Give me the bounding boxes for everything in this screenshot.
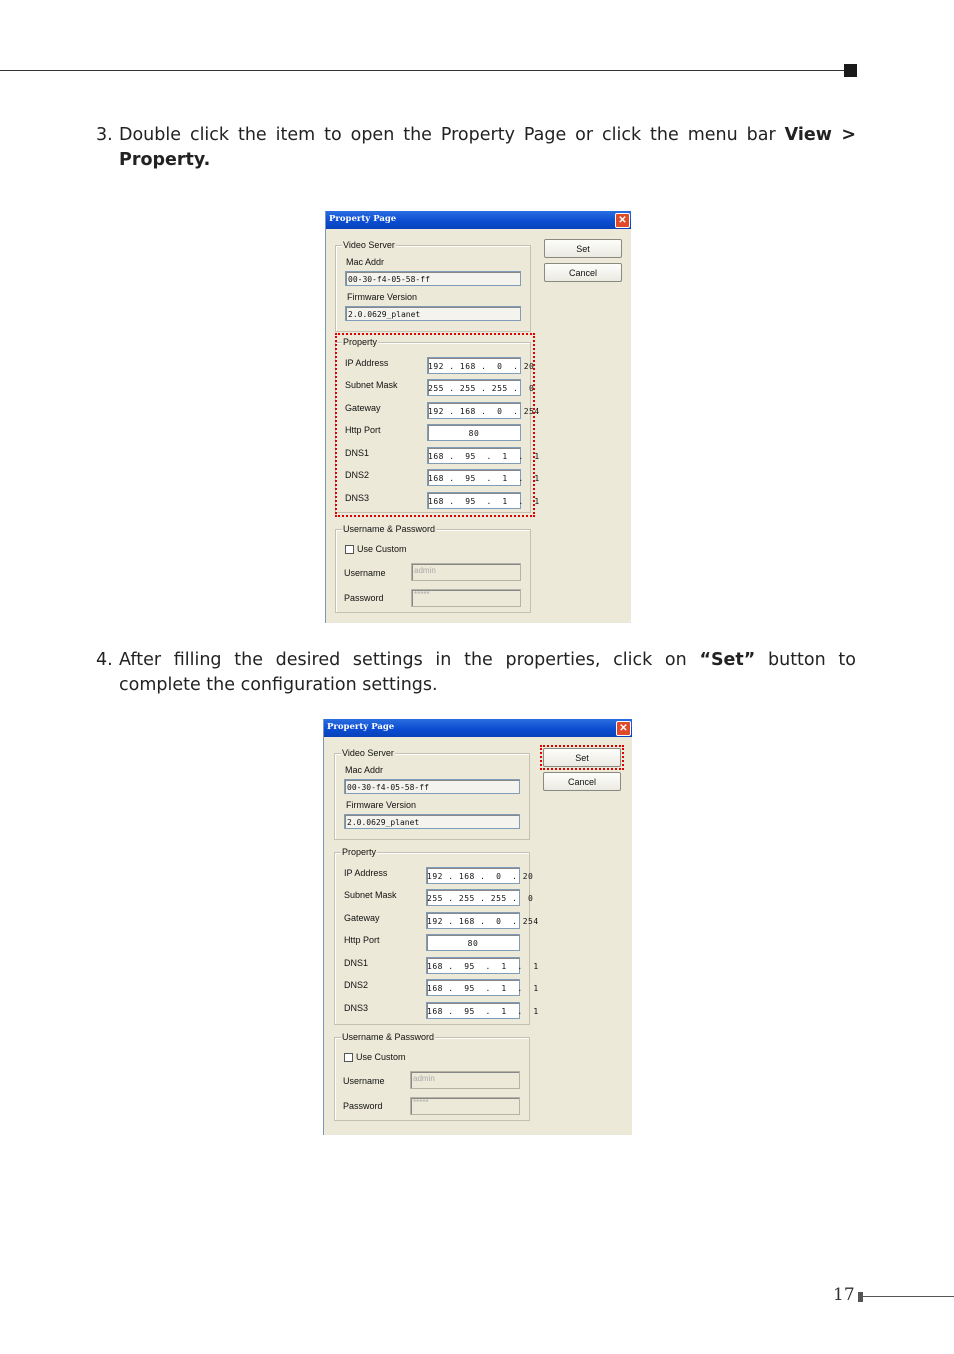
password-field[interactable]: ***** (411, 589, 521, 607)
firmware-field[interactable]: 2.0.0629_planet (344, 814, 520, 829)
http-port-label: Http Port (344, 935, 380, 945)
use-custom-label: Use Custom (357, 544, 407, 554)
step-4 (96, 648, 856, 698)
dns1-label: DNS1 (344, 958, 369, 968)
username-label: Username (343, 1076, 385, 1086)
set-button[interactable]: Set (544, 239, 622, 258)
dns1-label: DNS1 (345, 448, 370, 458)
dns2-field[interactable]: 168 . 95 . 1 . 1 (426, 979, 520, 996)
group-legend: Property (342, 847, 377, 857)
page-number-rule (863, 1296, 954, 1297)
ip-label: IP Address (344, 868, 388, 878)
close-icon[interactable]: ✕ (616, 721, 631, 736)
group-legend: Video Server (342, 748, 394, 758)
password-label: Password (344, 593, 384, 603)
cancel-button[interactable]: Cancel (544, 263, 622, 282)
property-group (334, 847, 539, 1025)
mask-field[interactable]: 255 . 255 . 255 . 0 (427, 379, 521, 396)
use-custom-label: Use Custom (356, 1052, 406, 1062)
gateway-field[interactable]: 192 . 168 . 0 . 254 (426, 912, 520, 929)
mac-field[interactable]: 00-30-f4-05-58-ff (345, 271, 521, 286)
page-number: 17 (833, 1285, 855, 1305)
dns2-label: DNS2 (344, 980, 369, 990)
use-custom-checkbox[interactable] (344, 1053, 353, 1062)
password-field[interactable]: ***** (410, 1097, 520, 1115)
dns2-field[interactable]: 168 . 95 . 1 . 1 (427, 469, 521, 486)
dialog-titlebar (324, 719, 632, 737)
firmware-label: Firmware Version (346, 800, 417, 810)
ip-field[interactable]: 192 . 168 . 0 . 20 (427, 357, 521, 374)
credentials-group (334, 1032, 530, 1121)
gateway-label: Gateway (344, 913, 380, 923)
dns1-field[interactable]: 168 . 95 . 1 . 1 (427, 447, 521, 464)
set-reference: “Set” (699, 650, 756, 670)
menu-view: View > (784, 125, 856, 145)
dns3-field[interactable]: 168 . 95 . 1 . 1 (427, 492, 521, 509)
use-custom-checkbox[interactable] (345, 545, 354, 554)
property-page-dialog (323, 719, 632, 1135)
video-server-group (334, 748, 530, 840)
firmware-field[interactable]: 2.0.0629_planet (345, 306, 521, 321)
ip-field[interactable]: 192 . 168 . 0 . 20 (426, 867, 520, 884)
group-legend: Username & Password (343, 524, 436, 534)
mac-field[interactable]: 00-30-f4-05-58-ff (344, 779, 520, 794)
top-rule (0, 70, 848, 71)
dialog-titlebar (326, 211, 631, 229)
step-text: Double click the item to open the Property Page or click the menu bar View > Property. (119, 125, 856, 170)
group-legend: Video Server (343, 240, 395, 250)
http-port-field[interactable]: 80 (426, 934, 520, 951)
close-icon[interactable]: ✕ (615, 213, 630, 228)
dns1-field[interactable]: 168 . 95 . 1 . 1 (426, 957, 520, 974)
credentials-group (335, 524, 531, 613)
mask-label: Subnet Mask (345, 380, 398, 390)
mac-label: Mac Addr (346, 257, 385, 267)
ip-label: IP Address (345, 358, 389, 368)
http-port-field[interactable]: 80 (427, 424, 521, 441)
group-legend: Property (343, 337, 378, 347)
dns3-label: DNS3 (345, 493, 370, 503)
gateway-label: Gateway (345, 403, 381, 413)
dns3-label: DNS3 (344, 1003, 369, 1013)
set-button[interactable]: Set (543, 748, 621, 767)
mask-label: Subnet Mask (344, 890, 397, 900)
gateway-field[interactable]: 192 . 168 . 0 . 254 (427, 402, 521, 419)
cancel-button[interactable]: Cancel (543, 772, 621, 791)
username-field[interactable]: admin (410, 1071, 520, 1089)
step-number: 4. (96, 650, 113, 670)
video-server-group (335, 240, 531, 332)
firmware-label: Firmware Version (347, 292, 418, 302)
top-square-marker (844, 64, 857, 77)
dialog-title: Property Page (327, 722, 395, 732)
menu-property: Property. (119, 150, 211, 170)
mac-label: Mac Addr (345, 765, 384, 775)
property-group (335, 337, 540, 513)
step-text: After filling the desired settings in the properties, click on “Set” button to complete the configuration settings. (119, 650, 856, 695)
group-legend: Username & Password (342, 1032, 435, 1042)
dialog-title: Property Page (329, 214, 397, 224)
dns3-field[interactable]: 168 . 95 . 1 . 1 (426, 1002, 520, 1019)
step-3 (96, 123, 856, 173)
http-port-label: Http Port (345, 425, 381, 435)
dns2-label: DNS2 (345, 470, 370, 480)
password-label: Password (343, 1101, 383, 1111)
property-page-dialog (325, 211, 631, 623)
username-field[interactable]: admin (411, 563, 521, 581)
page-number-marker (858, 1292, 863, 1302)
step-number: 3. (96, 125, 113, 145)
username-label: Username (344, 568, 386, 578)
mask-field[interactable]: 255 . 255 . 255 . 0 (426, 889, 520, 906)
